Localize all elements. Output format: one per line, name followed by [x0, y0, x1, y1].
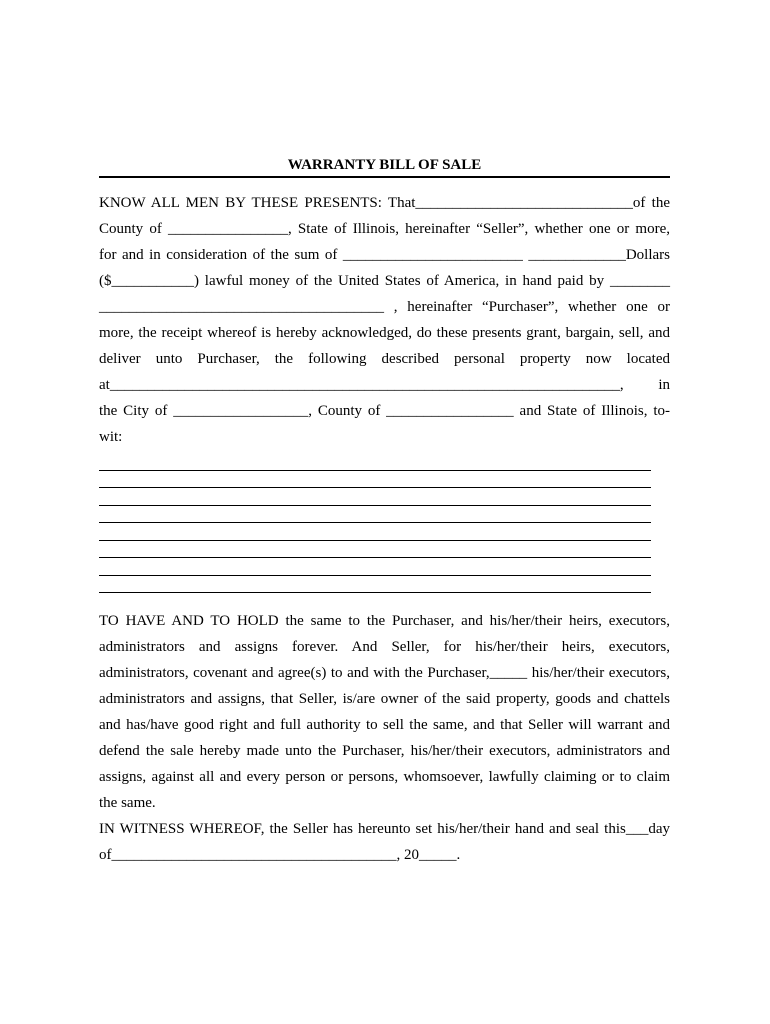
text-line: for and in consideration of the sum of ________________________ _____________Dollars [99, 247, 670, 263]
text-line: of______________________________________, 20_____. [99, 847, 461, 863]
text-line: administrators and assigns forever. And Seller, for his/her/their heirs, executors, [99, 639, 670, 655]
document-title: WARRANTY BILL OF SALE [99, 155, 670, 178]
text-line: assigns, against all and every person or persons, whomsoever, lawfully claiming or to claim [99, 769, 670, 785]
text-line: administrators and assigns, that Seller, is/are owner of the said property, goods and chattels [99, 691, 670, 707]
text-line: the City of __________________, County of _________________ and State of Illinois, to- [99, 403, 670, 419]
paragraph-to-have-and-to-hold [99, 608, 670, 816]
text-line: defend the sale hereby made unto the Purchaser, his/her/their executors, administrators and [99, 743, 670, 759]
text-line: administrators, covenant and agree(s) to and with the Purchaser,_____ his/her/their executors, [99, 665, 670, 681]
text-line: IN WITNESS WHEREOF, the Seller has hereunto set his/her/their hand and seal this___day [99, 821, 670, 837]
blank-line [99, 540, 651, 541]
text-line: ($___________) lawful money of the United States of America, in hand paid by ________ [99, 273, 670, 289]
text-line: County of ________________, State of Illinois, hereinafter “Seller”, whether one or more, [99, 221, 670, 237]
blank-line [99, 575, 651, 576]
paragraph-in-witness-whereof [99, 816, 670, 868]
paragraph-know-all-men [99, 190, 670, 450]
text-line: ______________________________________ , hereinafter “Purchaser”, whether one or [99, 299, 670, 315]
text-line: TO HAVE AND TO HOLD the same to the Purchaser, and his/her/their heirs, executors, [99, 613, 670, 629]
blank-line [99, 487, 651, 488]
blank-line [99, 505, 651, 506]
blank-line [99, 557, 651, 558]
text-line: the same. [99, 795, 156, 811]
text-line: KNOW ALL MEN BY THESE PRESENTS: That_____________________________of the [99, 195, 670, 211]
blank-line [99, 592, 651, 593]
text-line: and has/have good right and full authority to sell the same, and that Seller will warrant and [99, 717, 670, 733]
text-line: at____________________________________________________________________, in [99, 377, 670, 393]
text-line: wit: [99, 429, 123, 445]
text-line: deliver unto Purchaser, the following described personal property now located [99, 351, 670, 367]
text-line: more, the receipt whereof is hereby acknowledged, do these presents grant, bargain, sell, and [99, 325, 670, 341]
blank-line [99, 470, 651, 471]
blank-line [99, 522, 651, 523]
